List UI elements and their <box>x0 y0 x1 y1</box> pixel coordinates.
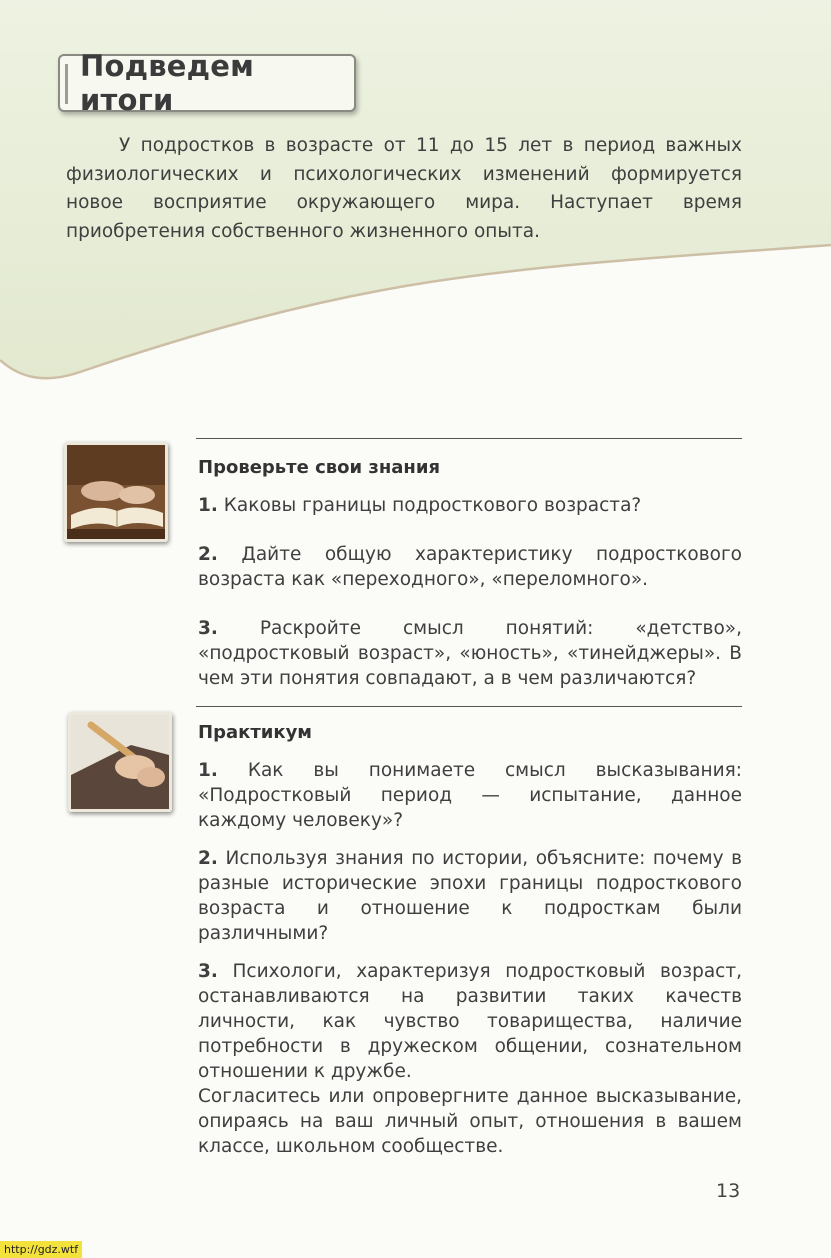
item-number: 1. <box>198 760 218 781</box>
item-text: Используя знания по истории, объясните: почему в разные исторические эпохи границы подросткового возраста и отношение к подросткам были различными? <box>198 848 742 944</box>
page-title: Подведем итоги <box>80 49 255 117</box>
open-book-photo-icon <box>64 442 168 542</box>
writing-hand-photo-icon <box>68 712 172 812</box>
item-number: 1. <box>198 495 218 516</box>
item-text: Психологи, характеризуя подростковый возраст, останавливаются на развитии таких качеств личности, как чувство товарищества, наличие потребности в дружеском общении, сознательном отношении к дружбе. <box>198 961 742 1082</box>
check-item-2 <box>198 542 742 592</box>
footer-link[interactable]: http://gdz.wtf <box>0 1241 82 1258</box>
item-number: 3. <box>198 961 218 982</box>
practicum-section <box>198 720 742 1159</box>
item-text: Каковы границы подросткового возраста? <box>223 495 642 516</box>
practicum-extra: Согласитесь или опровергните данное высказывание, опираясь на ваш личный опыт, отношения в вашем классе, школьном сообществе. <box>198 1086 742 1157</box>
check-item-1 <box>198 493 742 518</box>
divider-middle <box>196 706 742 707</box>
practicum-item-2 <box>198 846 742 946</box>
intro-paragraph: У подростков в возрасте от 11 до 15 лет в период важных физиологических и психологических изменений формируется новое восприятие окружающего мира. Наступает время приобретения собственного жизненного опыта. <box>66 135 742 242</box>
item-number: 2. <box>198 848 218 869</box>
section-title-box <box>58 49 356 117</box>
item-text: Дайте общую характеристику подросткового возраста как «переходного», «переломного». <box>198 544 742 590</box>
check-section-title: Проверьте свои знания <box>198 457 441 478</box>
check-item-3 <box>198 616 742 691</box>
item-number: 2. <box>198 544 218 565</box>
divider-top <box>196 438 742 439</box>
check-section <box>198 455 742 691</box>
item-number: 3. <box>198 618 218 639</box>
practicum-item-3 <box>198 959 742 1084</box>
item-text: Как вы понимаете смысл высказывания: «Подростковый период — испытание, данное каждому человеку»? <box>198 760 742 831</box>
item-text: Раскройте смысл понятий: «детство», «подростковый возраст», «юность», «тинейджеры». В чем эти понятия совпадают, а в чем различаются? <box>198 618 742 689</box>
practicum-section-title: Практикум <box>198 722 313 743</box>
practicum-item-1 <box>198 758 742 833</box>
page-number: 13 <box>716 1180 741 1202</box>
title-accent-bar <box>65 64 68 104</box>
